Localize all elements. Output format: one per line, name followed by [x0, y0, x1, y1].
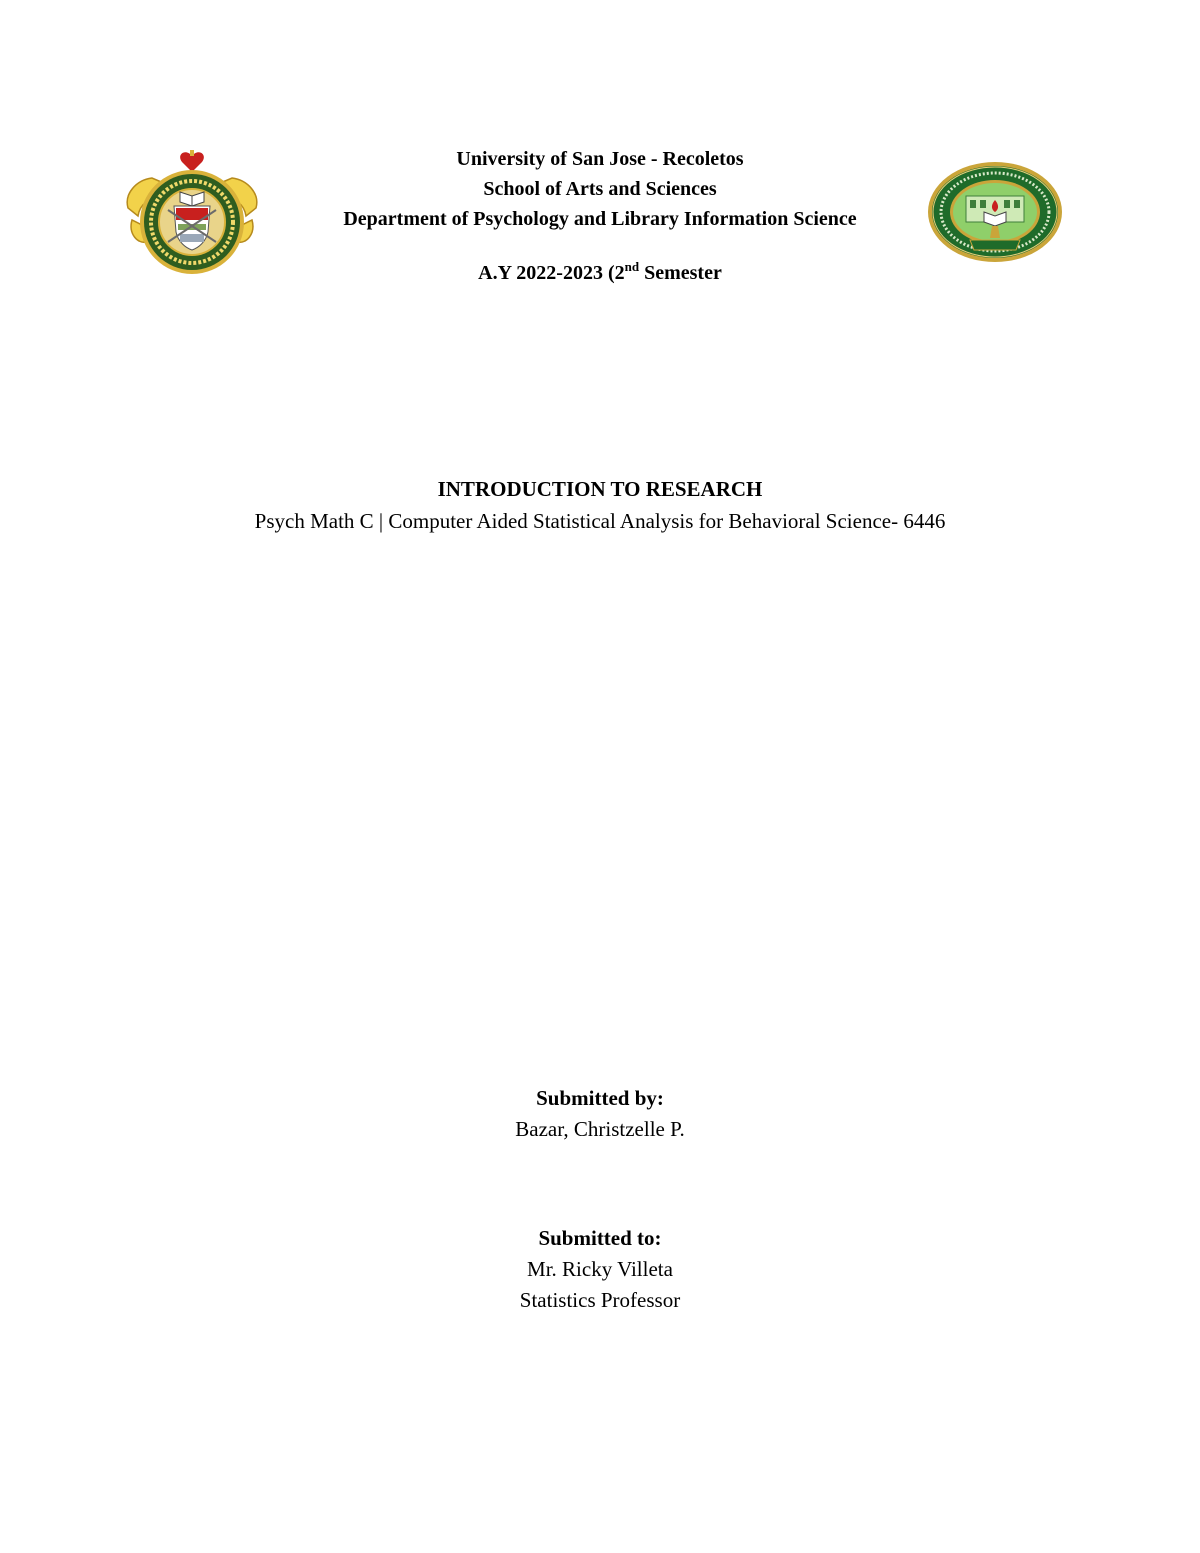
- institution-header: [270, 144, 930, 234]
- academic-year-superscript: nd: [624, 259, 640, 274]
- submitted-to-block: [350, 1223, 850, 1316]
- submitted-by-block: [350, 1083, 850, 1145]
- department-seal-icon: [926, 160, 1064, 264]
- recipient-role: Statistics Professor: [519, 1288, 681, 1312]
- academic-year-prefix: A.Y 2022-2023 (2: [478, 262, 625, 284]
- document-title-block: [150, 474, 1050, 538]
- recipient-name: Mr. Ricky Villeta: [527, 1257, 673, 1281]
- course-subtitle: Psych Math C | Computer Aided Statistical Analysis for Behavioral Science- 6446: [254, 509, 946, 533]
- submitted-to-label: Submitted to:: [538, 1226, 662, 1250]
- academic-year-suffix: Semester: [639, 262, 722, 284]
- academic-year: [270, 259, 930, 287]
- department-name: Department of Psychology and Library Information Science: [343, 208, 857, 230]
- document-title: INTRODUCTION TO RESEARCH: [437, 477, 763, 501]
- submitted-by-label: Submitted by:: [536, 1086, 664, 1110]
- submitter-name: Bazar, Christzelle P.: [515, 1117, 685, 1141]
- university-name: University of San Jose - Recoletos: [456, 148, 744, 170]
- university-seal-icon: [122, 150, 262, 276]
- school-name: School of Arts and Sciences: [483, 178, 717, 200]
